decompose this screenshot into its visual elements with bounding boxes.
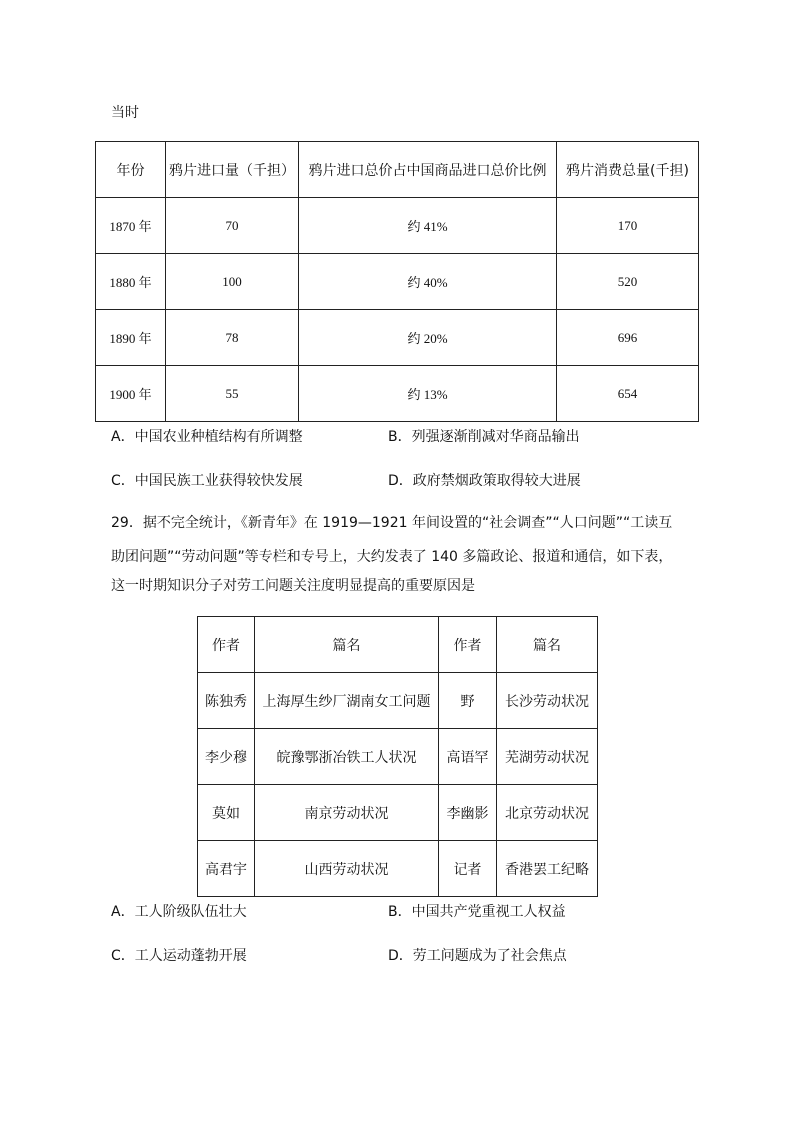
table-cell: 170 bbox=[557, 198, 699, 254]
table-cell: 78 bbox=[166, 310, 299, 366]
table-cell: 1890 年 bbox=[96, 310, 166, 366]
table-cell: 上海厚生纱厂湖南女工问题 bbox=[255, 673, 439, 729]
table-header: 鸦片消费总量(千担) bbox=[557, 142, 699, 198]
table-header-row bbox=[198, 617, 598, 673]
q29-option-b: B．中国共产党重视工人权益 bbox=[388, 904, 566, 920]
q28-option-a: A．中国农业种植结构有所调整 bbox=[111, 429, 303, 445]
table-header: 鸦片进口量（千担） bbox=[166, 142, 299, 198]
articles-table bbox=[197, 616, 598, 897]
table-row bbox=[198, 729, 598, 785]
table-header: 年份 bbox=[96, 142, 166, 198]
q28-option-d: D．政府禁烟政策取得较大进展 bbox=[388, 473, 581, 489]
table-header: 篇名 bbox=[255, 617, 439, 673]
table-cell: 野 bbox=[439, 673, 497, 729]
table-cell: 香港罢工纪略 bbox=[497, 841, 598, 897]
table-cell: 陈独秀 bbox=[198, 673, 255, 729]
table-cell: 696 bbox=[557, 310, 699, 366]
table-cell: 高语罕 bbox=[439, 729, 497, 785]
table-row bbox=[198, 785, 598, 841]
table-cell: 520 bbox=[557, 254, 699, 310]
table-cell: 约 40% bbox=[299, 254, 557, 310]
table-row bbox=[96, 366, 699, 422]
table-cell: 100 bbox=[166, 254, 299, 310]
table-cell: 李少穆 bbox=[198, 729, 255, 785]
q29-option-d: D．劳工问题成为了社会焦点 bbox=[388, 948, 567, 964]
table-cell: 1880 年 bbox=[96, 254, 166, 310]
table-cell: 芜湖劳动状况 bbox=[497, 729, 598, 785]
q29-stem-line-2: 助团问题”“劳动问题”等专栏和专号上，大约发表了 140 多篇政论、报道和通信，如下表， bbox=[111, 549, 673, 565]
table-cell: 约 41% bbox=[299, 198, 557, 254]
table-cell: 70 bbox=[166, 198, 299, 254]
table-row bbox=[198, 841, 598, 897]
table-cell: 北京劳动状况 bbox=[497, 785, 598, 841]
table-header: 篇名 bbox=[497, 617, 598, 673]
table-header: 鸦片进口总价占中国商品进口总价比例 bbox=[299, 142, 557, 198]
table-cell: 山西劳动状况 bbox=[255, 841, 439, 897]
table-row bbox=[96, 198, 699, 254]
table-cell: 莫如 bbox=[198, 785, 255, 841]
intro-word: 当时 bbox=[111, 105, 139, 121]
q29-option-c: C．工人运动蓬勃开展 bbox=[111, 948, 247, 964]
table-cell: 李幽影 bbox=[439, 785, 497, 841]
table-cell: 皖豫鄂浙冶铁工人状况 bbox=[255, 729, 439, 785]
q29-stem-line-3: 这一时期知识分子对劳工问题关注度明显提高的重要原因是 bbox=[111, 578, 475, 594]
table-cell: 约 20% bbox=[299, 310, 557, 366]
q28-option-b: B．列强逐渐削减对华商品输出 bbox=[388, 429, 580, 445]
table-cell: 55 bbox=[166, 366, 299, 422]
table-cell: 约 13% bbox=[299, 366, 557, 422]
opium-table bbox=[95, 141, 699, 422]
table-header-row bbox=[96, 142, 699, 198]
table-header: 作者 bbox=[198, 617, 255, 673]
table-cell: 长沙劳动状况 bbox=[497, 673, 598, 729]
table-cell: 1870 年 bbox=[96, 198, 166, 254]
table-cell: 654 bbox=[557, 366, 699, 422]
q29-stem-line-1: 29．据不完全统计，《新青年》在 1919—1921 年间设置的“社会调查”“人口问题”“工读互 bbox=[111, 515, 673, 531]
table-header: 作者 bbox=[439, 617, 497, 673]
q29-option-a: A．工人阶级队伍壮大 bbox=[111, 904, 247, 920]
table-row bbox=[96, 254, 699, 310]
q28-option-c: C．中国民族工业获得较快发展 bbox=[111, 473, 303, 489]
table-cell: 1900 年 bbox=[96, 366, 166, 422]
table-row bbox=[198, 673, 598, 729]
table-cell: 高君宇 bbox=[198, 841, 255, 897]
table-cell: 南京劳动状况 bbox=[255, 785, 439, 841]
table-cell: 记者 bbox=[439, 841, 497, 897]
table-row bbox=[96, 310, 699, 366]
